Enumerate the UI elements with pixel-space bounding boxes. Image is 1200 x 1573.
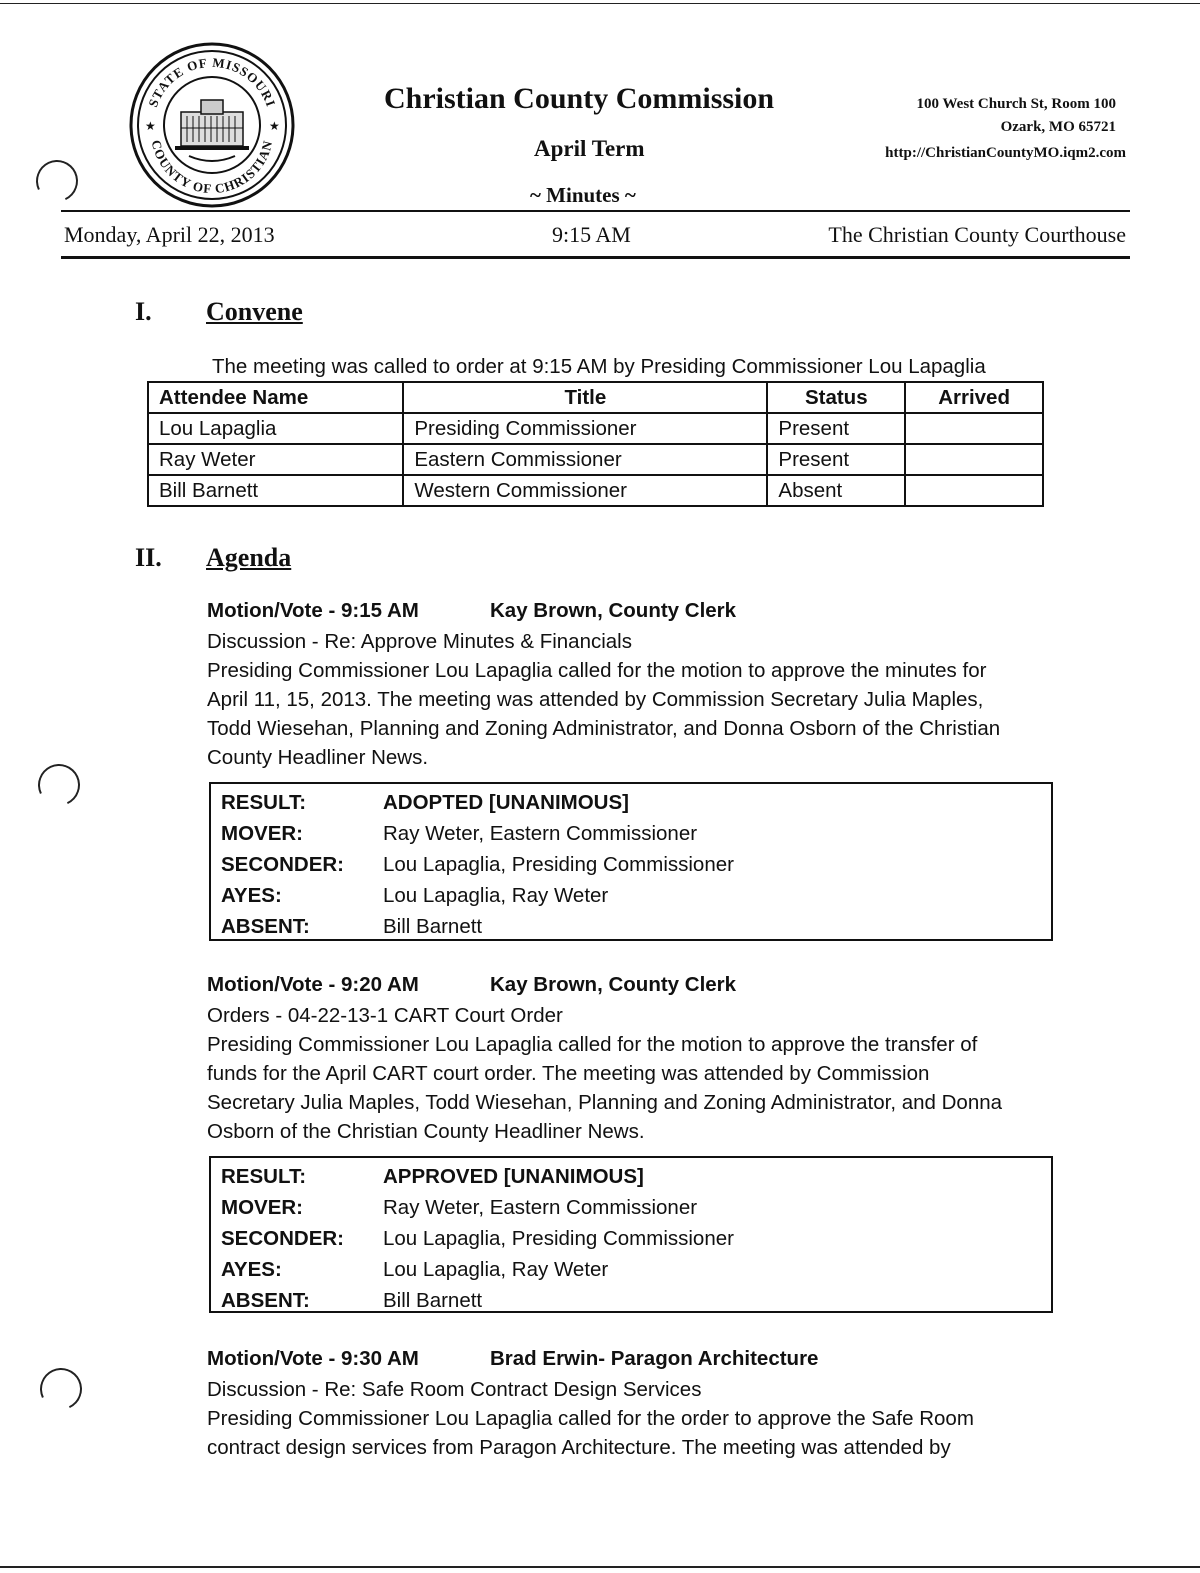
vote-value: Lou Lapaglia, Presiding Commissioner (383, 853, 734, 876)
minutes-label: ~ Minutes ~ (530, 183, 636, 207)
section-number: II. (135, 543, 162, 572)
motion-body-line: Secretary Julia Maples, Todd Wiesehan, Planning and Zoning Administrator, and Donna (207, 1091, 1003, 1114)
motion-time: Motion/Vote - 9:20 AM (207, 973, 419, 996)
column-header: Arrived (905, 382, 1043, 413)
punch-hole-icon (30, 154, 84, 208)
motion-heading (207, 599, 737, 623)
vote-row-seconder (221, 850, 1051, 881)
meeting-location: The Christian County Courthouse (828, 222, 1126, 247)
address-line1: 100 West Church St, Room 100 (916, 96, 1116, 112)
attendee-status: Present (767, 444, 905, 475)
motion-presenter: Brad Erwin- Paragon Architecture (490, 1347, 819, 1370)
section-title-convene: Convene (206, 297, 303, 326)
table-header-row (148, 382, 1043, 413)
column-header: Attendee Name (148, 382, 403, 413)
seal-text-bottom: COUNTY OF CHRISTIAN (148, 138, 276, 197)
meeting-date: Monday, April 22, 2013 (64, 222, 275, 247)
vote-key: AYES: (221, 1258, 282, 1281)
table-row (148, 444, 1043, 475)
svg-text:★: ★ (269, 119, 280, 133)
vote-row-mover (221, 1193, 1051, 1224)
motion-presenter: Kay Brown, County Clerk (490, 599, 737, 622)
vote-value: Lou Lapaglia, Ray Weter (383, 1258, 609, 1281)
attendee-name: Bill Barnett (148, 475, 403, 506)
motion-body (207, 656, 1000, 772)
vote-row-absent (221, 1286, 1051, 1317)
punch-hole-icon (32, 758, 86, 812)
vote-key: ABSENT: (221, 915, 310, 938)
vote-key: ABSENT: (221, 1289, 310, 1312)
vote-value: APPROVED [UNANIMOUS] (383, 1165, 644, 1188)
vote-value: Lou Lapaglia, Ray Weter (383, 884, 609, 907)
vote-value: ADOPTED [UNANIMOUS] (383, 791, 629, 814)
motion-body-line: contract design services from Paragon Architecture. The meeting was attended by (207, 1436, 951, 1459)
org-name: Christian County Commission (384, 82, 775, 115)
motion-body-line: funds for the April CART court order. The meeting was attended by Commission (207, 1062, 930, 1085)
vote-row-ayes (221, 881, 1051, 912)
top-border-line (0, 3, 1200, 4)
vote-row-result (221, 1162, 1051, 1193)
section-title-agenda: Agenda (206, 543, 292, 572)
bottom-border-line (0, 1566, 1200, 1568)
motion-body-line: Todd Wiesehan, Planning and Zoning Administrator, and Donna Osborn of the Christian (207, 717, 1001, 740)
column-header: Title (403, 382, 767, 413)
attendee-status: Present (767, 413, 905, 444)
table-row (148, 475, 1043, 506)
meeting-time: 9:15 AM (552, 222, 631, 247)
column-header: Status (767, 382, 905, 413)
vote-row-absent (221, 912, 1051, 943)
vote-value: Ray Weter, Eastern Commissioner (383, 1196, 698, 1219)
attendee-arrived (905, 475, 1043, 506)
attendee-name: Ray Weter (148, 444, 403, 475)
vote-value: Bill Barnett (383, 1289, 483, 1312)
table-row (148, 413, 1043, 444)
vote-row-seconder (221, 1224, 1051, 1255)
motion-body-line: Presiding Commissioner Lou Lapaglia called for the motion to approve the minutes for (207, 659, 987, 682)
vote-value: Bill Barnett (383, 915, 483, 938)
motion-time: Motion/Vote - 9:30 AM (207, 1347, 419, 1370)
motion-body-line: Osborn of the Christian County Headliner News. (207, 1120, 645, 1143)
motion-subject: Orders - 04-22-13-1 CART Court Order (207, 1004, 563, 1027)
motion-heading (207, 1347, 819, 1371)
vote-key: RESULT: (221, 791, 307, 814)
motion-time: Motion/Vote - 9:15 AM (207, 599, 419, 622)
vote-key: RESULT: (221, 1165, 307, 1188)
attendee-table (147, 381, 1044, 507)
seal-text-top: STATE OF MISSOURI (145, 54, 279, 110)
attendee-status: Absent (767, 475, 905, 506)
vote-result-box (209, 1156, 1053, 1313)
motion-body (207, 1030, 1002, 1146)
attendee-title: Western Commissioner (403, 475, 767, 506)
vote-key: MOVER: (221, 1196, 303, 1219)
motion-body-line: Presiding Commissioner Lou Lapaglia called for the motion to approve the transfer of (207, 1033, 978, 1056)
motion-subject: Discussion - Re: Approve Minutes & Financials (207, 630, 632, 653)
attendee-arrived (905, 444, 1043, 475)
attendee-title: Presiding Commissioner (403, 413, 767, 444)
motion-heading (207, 973, 737, 997)
attendee-name: Lou Lapaglia (148, 413, 403, 444)
vote-key: SECONDER: (221, 1227, 345, 1250)
vote-row-mover (221, 819, 1051, 850)
motion-subject: Discussion - Re: Safe Room Contract Design Services (207, 1378, 702, 1401)
motion-body (207, 1404, 974, 1462)
motion-body-line: County Headliner News. (207, 746, 429, 769)
address-line2: Ozark, MO 65721 (1000, 119, 1116, 135)
vote-key: AYES: (221, 884, 282, 907)
header-rule-bottom (61, 256, 1130, 259)
vote-row-result (221, 788, 1051, 819)
header-rule (61, 210, 1130, 212)
motion-body-line: April 11, 15, 2013. The meeting was attended by Commission Secretary Julia Maples, (207, 688, 984, 711)
attendee-arrived (905, 413, 1043, 444)
vote-row-ayes (221, 1255, 1051, 1286)
term-label: April Term (534, 136, 645, 161)
county-seal-icon (129, 42, 295, 208)
vote-key: MOVER: (221, 822, 303, 845)
svg-text:★: ★ (145, 119, 156, 133)
attendee-title: Eastern Commissioner (403, 444, 767, 475)
motion-presenter: Kay Brown, County Clerk (490, 973, 737, 996)
vote-value: Lou Lapaglia, Presiding Commissioner (383, 1227, 734, 1250)
vote-result-box (209, 782, 1053, 941)
website-link[interactable]: http://ChristianCountyMO.iqm2.com (885, 145, 1126, 161)
vote-key: SECONDER: (221, 853, 345, 876)
motion-body-line: Presiding Commissioner Lou Lapaglia called for the order to approve the Safe Room (207, 1407, 974, 1430)
vote-value: Ray Weter, Eastern Commissioner (383, 822, 698, 845)
convene-intro: The meeting was called to order at 9:15 AM by Presiding Commissioner Lou Lapaglia (212, 355, 986, 378)
punch-hole-icon (34, 1362, 88, 1416)
section-number: I. (135, 297, 152, 326)
